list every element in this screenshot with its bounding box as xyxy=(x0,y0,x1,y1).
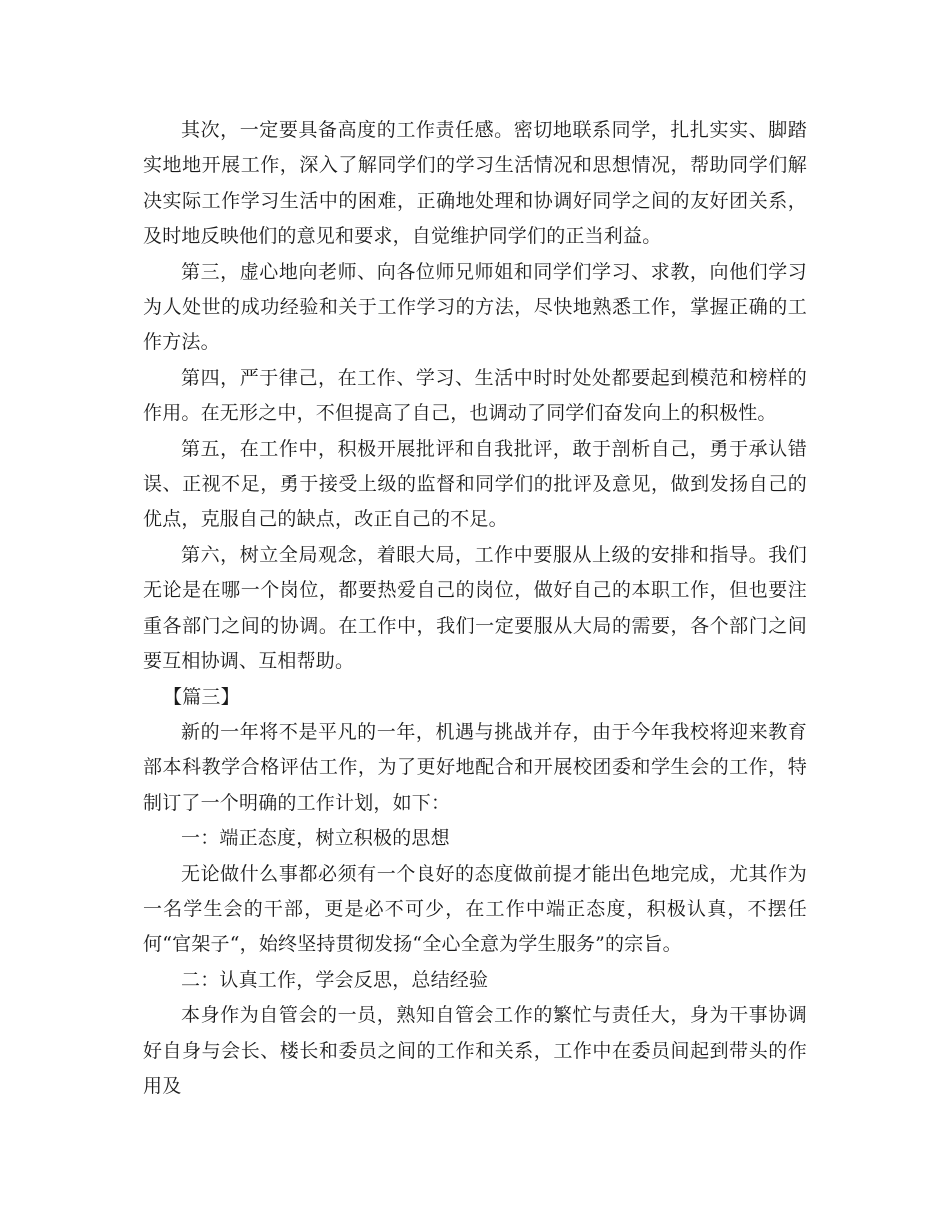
subheading-one: 一：端正态度，树立积极的思想 xyxy=(181,827,450,850)
paragraph-work: 本身作为自管会的一员，熟知自管会工作的繁忙与责任大，身为干事协调好自身与会长、楼长和委员之间的工作和关系，工作中在委员间起到带头的作用及 xyxy=(143,1004,807,1097)
paragraph-responsibility: 其次，一定要具备高度的工作责任感。密切地联系同学，扎扎实实、脚踏实地地开展工作，深入了解同学们的学习生活情况和思想情况，帮助同学们解决实际工作学习生活中的困难，正确地处理和协调好同学之间的友好团关系，及时地反映他们的意见和要求，自觉维护同学们的正当利益。 xyxy=(143,119,807,248)
subheading-two: 二：认真工作，学会反思，总结经验 xyxy=(181,968,489,991)
paragraph-fourth: 第四，严于律己，在工作、学习、生活中时时处处都要起到模范和榜样的作用。在无形之中，不但提高了自己，也调动了同学们奋发向上的积极性。 xyxy=(143,366,807,425)
paragraph-intro: 新的一年将不是平凡的一年，机遇与挑战并存，由于今年我校将迎来教育部本科教学合格评估工作，为了更好地配合和开展校团委和学生会的工作，特制订了一个明确的工作计划，如下： xyxy=(143,720,807,814)
paragraph-sixth: 第六，树立全局观念，着眼大局，工作中要服从上级的安排和指导。我们无论是在哪一个岗位，都要热爱自己的岗位，做好自己的本职工作，但也要注重各部门之间的协调。在工作中，我们一定要服从大局的需要，各个部门之间要互相协调、互相帮助。 xyxy=(143,543,807,673)
section-heading: 【篇三】 xyxy=(163,685,240,708)
paragraph-third: 第三，虚心地向老师、向各位师兄师姐和同学们学习、求教，向他们学习为人处世的成功经验和关于工作学习的方法，尽快地熟悉工作，掌握正确的工作方法。 xyxy=(143,260,807,354)
paragraph-fifth: 第五，在工作中，积极开展批评和自我批评，敢于剖析自己，勇于承认错误、正视不足，勇于接受上级的监督和同学们的批评及意见，做到发扬自己的优点，克服自己的缺点，改正自己的不足。 xyxy=(143,437,807,531)
paragraph-attitude: 无论做什么事都必须有一个良好的态度做前提才能出色地完成，尤其作为一名学生会的干部，更是必不可少，在工作中端正态度，积极认真，不摆任何“官架子“，始终坚持贯彻发扬“全心全意为学生服务”的宗旨。 xyxy=(143,862,807,956)
document-page xyxy=(143,113,807,1104)
